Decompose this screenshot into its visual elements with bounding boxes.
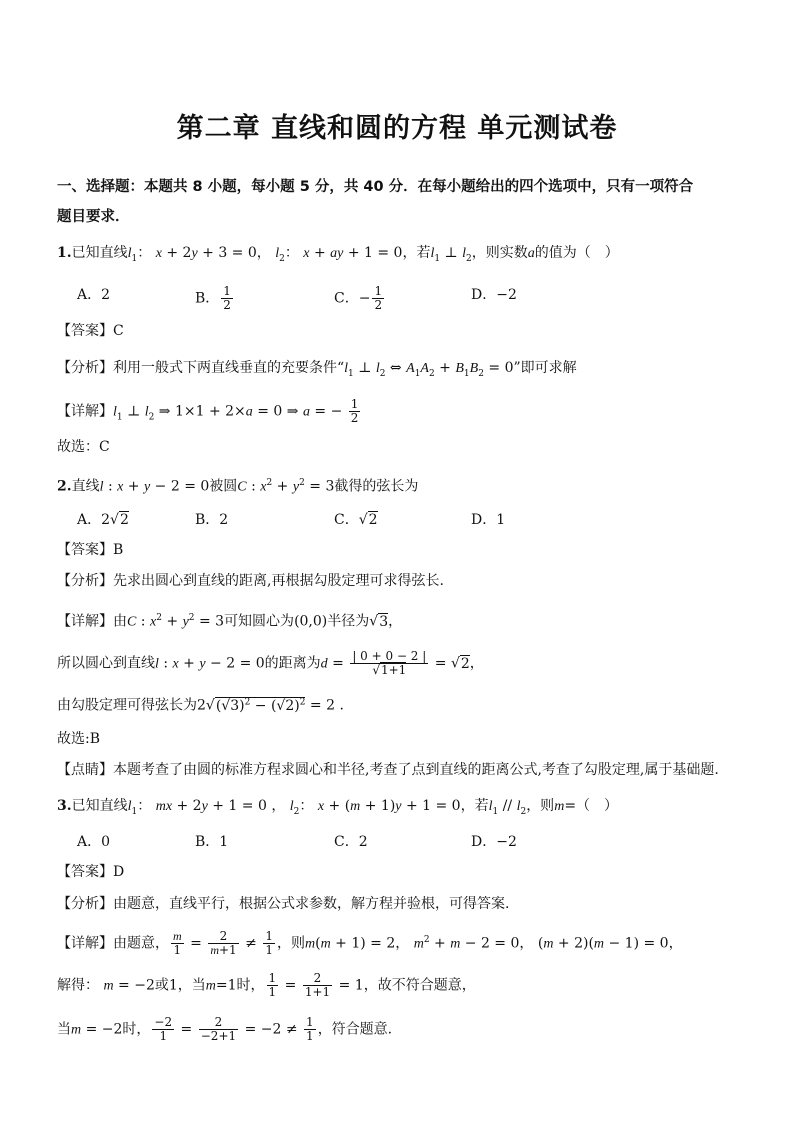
q1-choose: 故选：C xyxy=(57,439,110,455)
q1-analysis: 【分析】利用一般式下两直线垂直的充要条件“$l_1$ ⊥ $l_2$ ⇔ $A_1A_2 + B_1B_2 = 0$”即可求解 xyxy=(57,360,577,379)
q1-option-d: D．−2 xyxy=(471,287,517,303)
q2-option-c: C．√2 xyxy=(334,512,378,528)
q1-option-b: B． $\frac{1}{2}$ xyxy=(195,284,231,312)
q2-analysis: 【分析】先求出圆心到直线的距离,再根据勾股定理可求得弦长. xyxy=(57,573,444,589)
q2-comment: 【点睛】本题考查了由圆的标准方程求圆心和半径,考查了点到直线的距离公式,考查了勾股定理,属于基础题. xyxy=(57,762,719,778)
q2-answer: 【答案】B xyxy=(57,542,124,558)
q2-stem: 2.直线l : x + y − 2 = 0被圆C : $x^2 + y^2 = 3$截得的弦长为 xyxy=(57,478,419,495)
q3-option-a: A．0 xyxy=(77,834,111,850)
q1-option-c: C．− $\frac{1}{2}$ xyxy=(334,284,383,312)
q1-detail: 【详解】$l_1$ ⊥ $l_2$ ⇒ 1×1 + 2×a = 0 ⇒ a = − $\frac{1}{2}$ xyxy=(57,397,359,425)
q1-stem: 1.已知直线$l_1$： x + 2y + 3 = 0， $l_2$： x + ay + 1 = 0，若$l_1$ ⊥ $l_2$，则实数a的值为（ ） xyxy=(57,245,619,264)
q3-last: 当m = −2时， $\frac{-2}{1}$ = $\frac{2}{-2+1}$ = −2 ≠ $\frac{1}{1}$ ，符合题意. xyxy=(57,1015,393,1043)
q2-option-d: D．1 xyxy=(471,512,506,528)
q3-option-c: C．2 xyxy=(334,834,368,850)
q2-detail-2: 所以圆心到直线l : x + y − 2 = 0的距离为d = $\frac{| 0 + 0 - 2 |}{√1+1}$ = √2， xyxy=(57,649,484,677)
q3-option-b: B．1 xyxy=(195,834,229,850)
q1-number: 1. xyxy=(57,245,72,261)
q2-option-a: A．2√2 xyxy=(77,512,129,528)
q1-option-a: A．2 xyxy=(77,287,111,303)
q3-answer: 【答案】D xyxy=(57,864,125,880)
q2-option-b: B．2 xyxy=(195,512,229,528)
q3-analysis: 【分析】由题意，直线平行，根据公式求参数，解方程并验根，可得答案. xyxy=(57,896,510,912)
q2-detail-3: 由勾股定理可得弦长为$2√(√3)^2 - (√2)^2 = 2$ . xyxy=(57,697,344,714)
q1-answer: 【答案】C xyxy=(57,323,124,339)
q2-detail-1: 【详解】由C : $x^2 + y^2 = 3$可知圆心为(0,0)半径为√3， xyxy=(57,613,403,630)
section-heading-line1: 一、选择题：本题共 8 小题，每小题 5 分，共 40 分．在每小题给出的四个选项中，只有一项符合 xyxy=(57,179,694,195)
q3-option-d: D．−2 xyxy=(471,834,517,850)
q3-stem: 3.已知直线$l_1$： mx + 2y + 1 = 0 ， $l_2$： x + (m + 1)y + 1 = 0，若$l_1 // l_2$，则m=（ ） xyxy=(57,798,619,817)
page-title: 第二章 直线和圆的方程 单元测试卷 xyxy=(176,113,618,144)
section-heading-line2: 题目要求． xyxy=(57,209,130,225)
q2-choose: 故选:B xyxy=(57,731,101,747)
q3-solve: 解得： m = −2或1，当m=1时， $\frac{1}{1}$ = $\frac{2}{1+1}$ = 1，故不符合题意， xyxy=(57,971,476,999)
q3-detail: 【详解】由题意， $\frac{m}{1}$ = $\frac{2}{m+1}$ ≠ $\frac{1}{1}$ ，则m(m + 1) = 2， $m^2 + m - 2 = 0$， (m + 2)(m − 1) = 0， xyxy=(57,929,683,958)
